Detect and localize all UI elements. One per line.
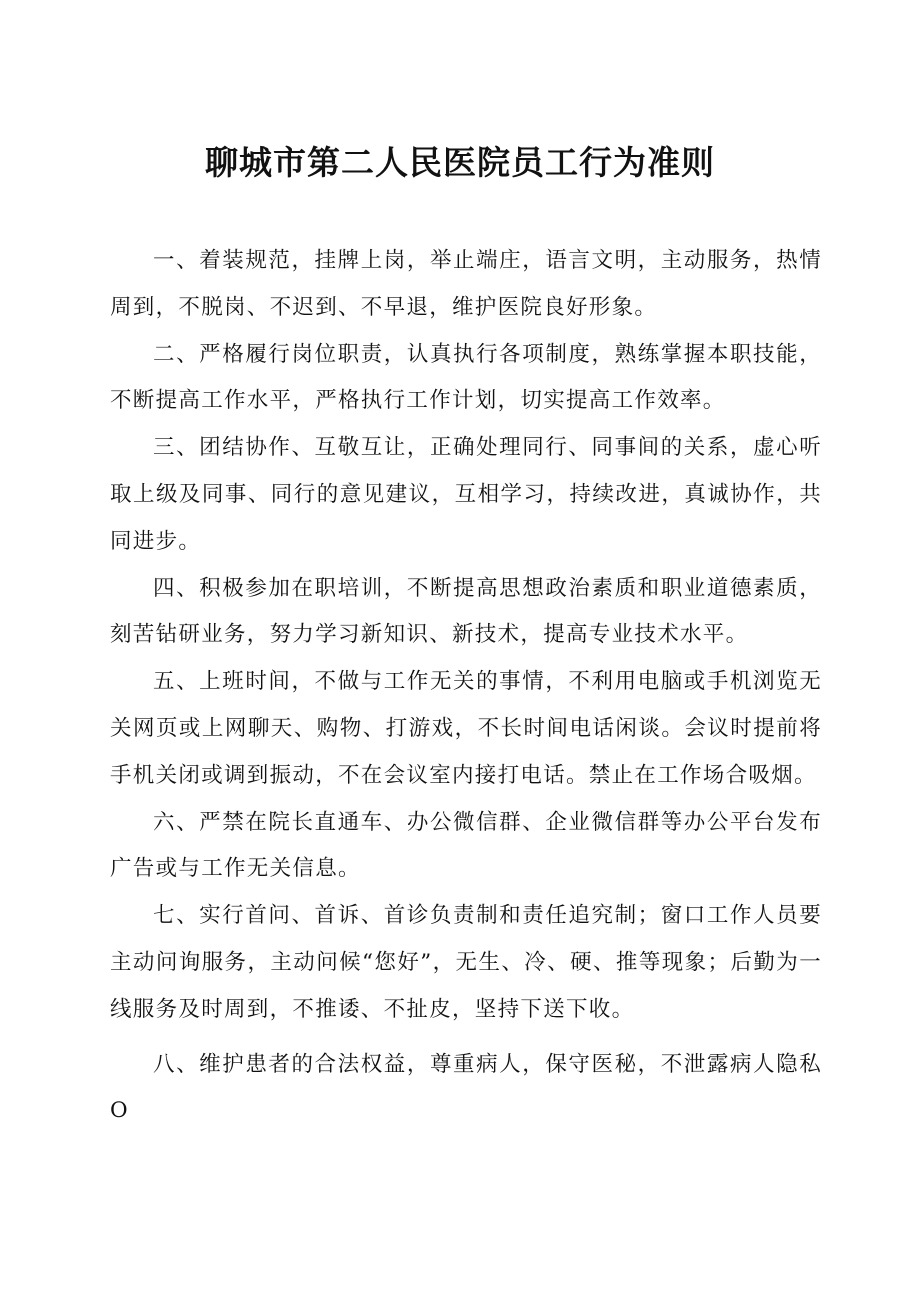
rule-paragraph-5: 五、上班时间，不做与工作无关的事情，不利用电脑或手机浏览无关网页或上网聊天、购物、打游戏，不长时间电话闲谈。会议时提前将手机关闭或调到振动，不在会议室内接打电话。禁止在工作场合吸烟。 bbox=[110, 669, 822, 788]
rule-paragraph-1: 一、着装规范，挂牌上岗，举止端庄，语言文明，主动服务，热情周到，不脱岗、不迟到、不早退，维护医院良好形象。 bbox=[110, 248, 822, 320]
rule-paragraph-8: 八、维护患者的合法权益，尊重病人，保守医秘，不泄露病人隐私O bbox=[110, 1051, 822, 1124]
rule-paragraph-2: 二、严格履行岗位职责，认真执行各项制度，熟练掌握本职技能，不断提高工作水平，严格执行工作计划，切实提高工作效率。 bbox=[110, 341, 822, 414]
rule-paragraph-6: 六、严禁在院长直通车、办公微信群、企业微信群等办公平台发布广告或与工作无关信息。 bbox=[110, 809, 822, 882]
rule-paragraph-3: 三、团结协作、互敬互让，正确处理同行、同事间的关系，虚心听取上级及同事、同行的意见建议，互相学习，持续改进，真诚协作，共同进步。 bbox=[110, 435, 822, 554]
rule-paragraph-7: 七、实行首问、首诉、首诊负责制和责任追究制；窗口工作人员要主动问询服务，主动问候“您好”，无生、冷、硬、推等现象；后勤为一线服务及时周到，不推诿、不扯皮，坚持下送下收。 bbox=[110, 903, 822, 1022]
rule-paragraph-4: 四、积极参加在职培训，不断提高思想政治素质和职业道德素质，刻苦钻研业务，努力学习新知识、新技术，提高专业技术水平。 bbox=[110, 575, 822, 648]
document-body bbox=[110, 238, 822, 1135]
document-title: 聊城市第二人民医院员工行为准则 bbox=[205, 143, 715, 182]
